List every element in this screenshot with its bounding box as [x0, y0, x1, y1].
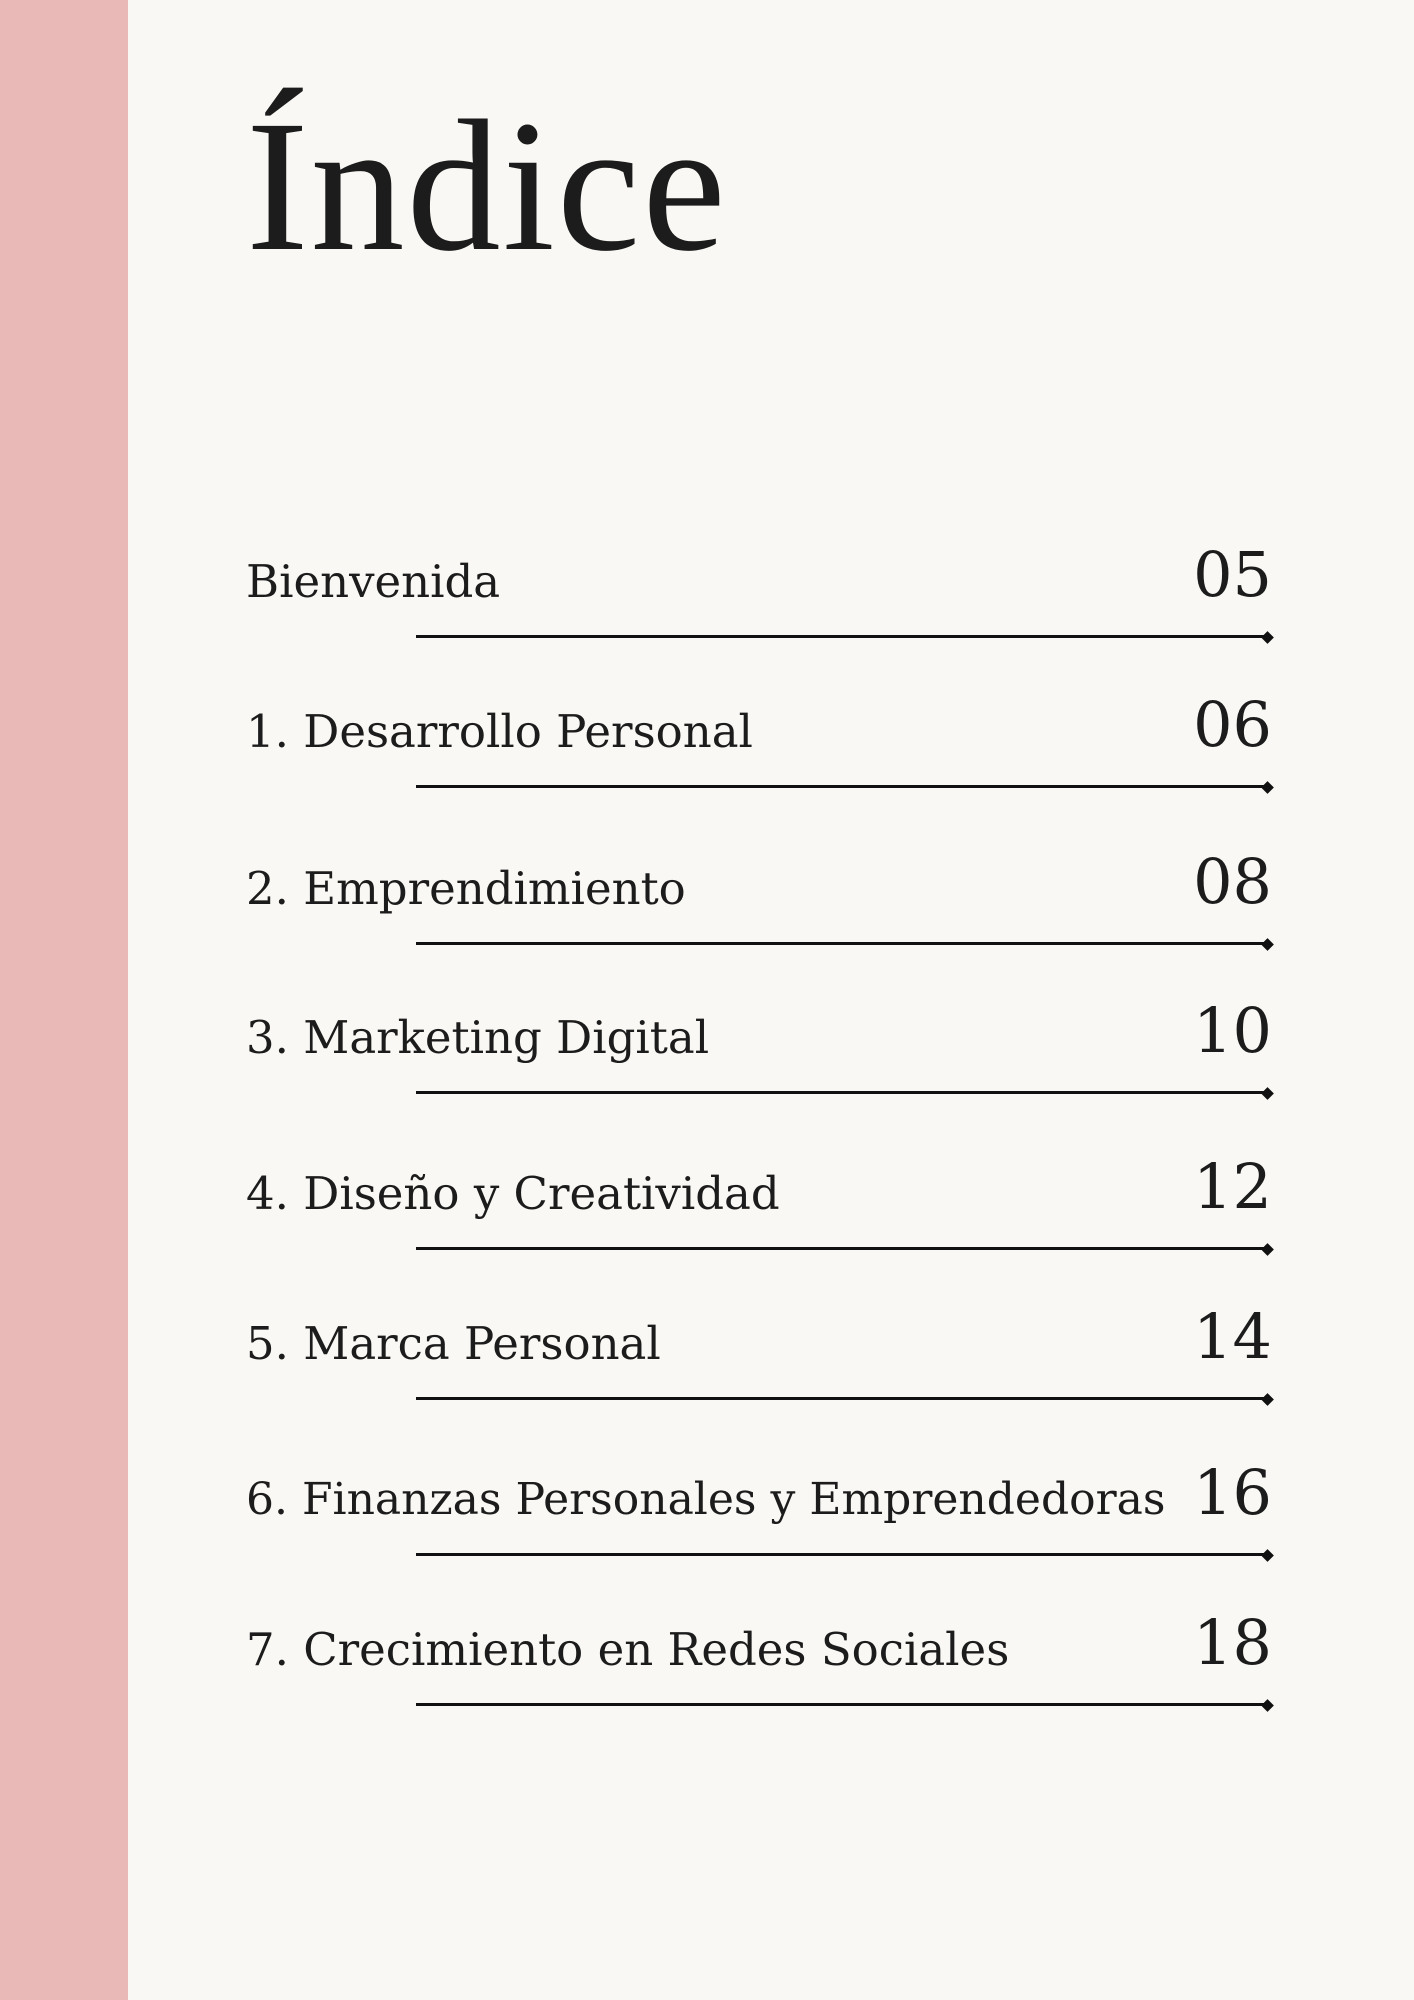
toc-entry-marca-personal[interactable]: [246, 1300, 1272, 1400]
toc-entry-label: 5. Marca Personal: [246, 1317, 661, 1370]
toc-entry-rule: [416, 1247, 1268, 1250]
toc-entry-rule: [416, 785, 1268, 788]
toc-entry-diseno-y-creatividad[interactable]: [246, 1150, 1272, 1250]
toc-entry-label: 3. Marketing Digital: [246, 1011, 710, 1064]
rule-end-diamond: [1261, 1087, 1274, 1100]
toc-entry-page-number: 12: [1193, 1150, 1272, 1223]
toc-entry-page-number: 14: [1193, 1300, 1272, 1373]
toc-entry-page-number: 10: [1193, 994, 1272, 1067]
toc-entry-label: 7. Crecimiento en Redes Sociales: [246, 1623, 1010, 1676]
toc-entry-rule: [416, 1703, 1268, 1706]
toc-entry-page-number: 05: [1193, 538, 1272, 611]
toc-entry-bienvenida[interactable]: [246, 538, 1272, 638]
toc-entry-finanzas[interactable]: [246, 1456, 1272, 1556]
toc-entry-page-number: 06: [1193, 688, 1272, 761]
rule-end-diamond: [1261, 1243, 1274, 1256]
page-title: Índice: [246, 81, 728, 290]
toc-entry-rule: [416, 635, 1268, 638]
toc-entry-label: Bienvenida: [246, 555, 501, 608]
toc-entry-label: 2. Emprendimiento: [246, 862, 686, 915]
toc-entry-marketing-digital[interactable]: [246, 994, 1272, 1094]
rule-end-diamond: [1261, 1393, 1274, 1406]
rule-end-diamond: [1261, 938, 1274, 951]
toc-entry-label: 4. Diseño y Creatividad: [246, 1167, 780, 1220]
toc-entry-desarrollo-personal[interactable]: [246, 688, 1272, 788]
toc-entry-page-number: 18: [1193, 1606, 1272, 1679]
rule-end-diamond: [1261, 1549, 1274, 1562]
toc-entry-label: 1. Desarrollo Personal: [246, 705, 753, 758]
toc-entry-page-number: 08: [1193, 845, 1272, 918]
rule-end-diamond: [1261, 781, 1274, 794]
toc-entry-rule: [416, 942, 1268, 945]
toc-entry-page-number: 16: [1193, 1456, 1272, 1529]
toc-entry-redes-sociales[interactable]: [246, 1606, 1272, 1706]
toc-entry-rule: [416, 1553, 1268, 1556]
toc-entry-rule: [416, 1091, 1268, 1094]
toc-entry-emprendimiento[interactable]: [246, 845, 1272, 945]
rule-end-diamond: [1261, 631, 1274, 644]
toc-entry-label: 6. Finanzas Personales y Emprendedoras: [246, 1474, 1166, 1525]
toc-entry-rule: [416, 1397, 1268, 1400]
rule-end-diamond: [1261, 1699, 1274, 1712]
